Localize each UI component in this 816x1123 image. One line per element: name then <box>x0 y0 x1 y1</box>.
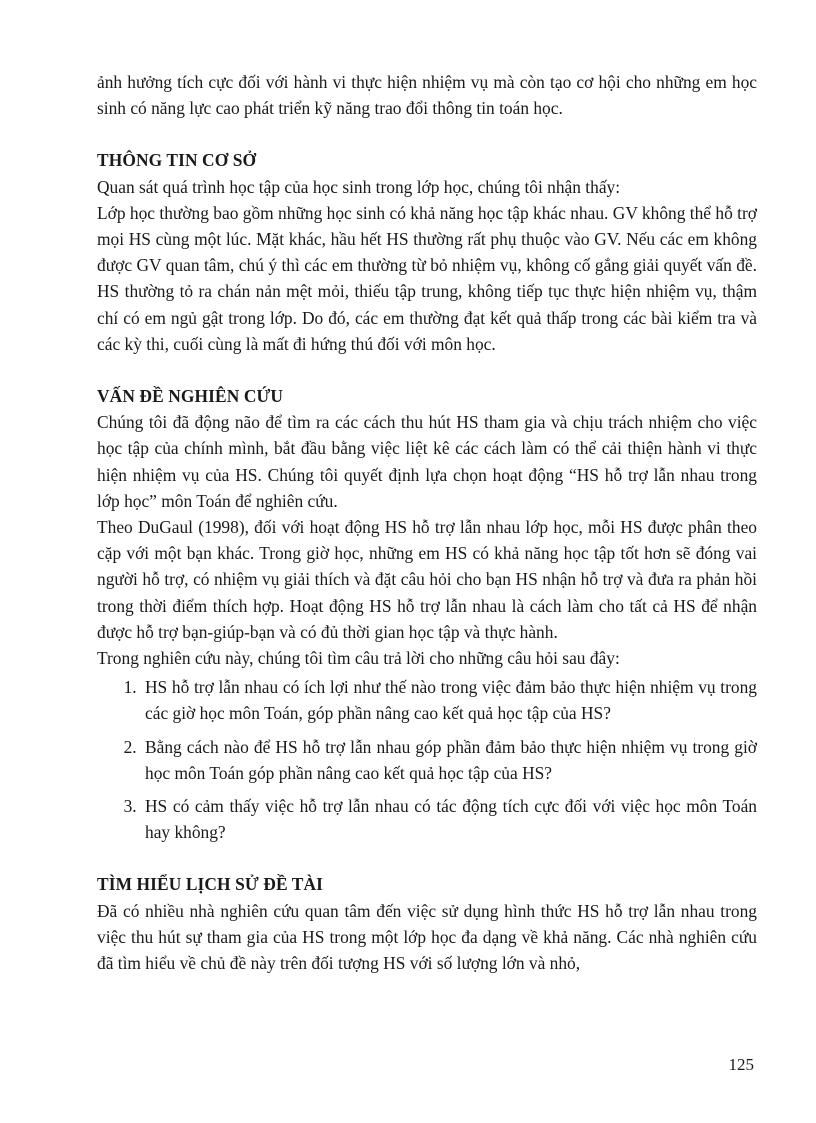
research-question-3: 3. HS có cảm thấy việc hỗ trợ lẫn nhau có tác động tích cực đối với việc học môn Toán hay không? <box>141 793 757 845</box>
history-paragraph-1: Đã có nhiều nhà nghiên cứu quan tâm đến việc sử dụng hình thức HS hỗ trợ lẫn nhau trong việc thu hút sự tham gia của HS trong một lớp học đa dạng về khả năng. Các nhà nghiên cứu đã tìm hiểu về chủ đề này trên đối tượng HS với số lượng lớn và nhỏ, <box>97 900 757 974</box>
research-question-1: 1. HS hỗ trợ lẫn nhau có ích lợi như thế nào trong việc đảm bảo thực hiện nhiệm vụ trong các giờ học môn Toán, góp phần nâng cao kết quả học tập của HS? <box>141 674 757 726</box>
research-paragraph-3: Trong nghiên cứu này, chúng tôi tìm câu trả lời cho những câu hỏi sau đây: <box>97 648 620 669</box>
section-research-problem <box>97 383 757 845</box>
research-question-2: 2. Bằng cách nào để HS hỗ trợ lẫn nhau góp phần đảm bảo thực hiện nhiệm vụ trong giờ học môn Toán góp phần nâng cao kết quả học tập của HS? <box>141 734 757 786</box>
section-background <box>97 147 757 357</box>
research-paragraph-2: Theo DuGaul (1998), đối với hoạt động HS hỗ trợ lẫn nhau lớp học, mỗi HS được phân theo cặp với một bạn khác. Trong giờ học, những em HS có khả năng học tập tốt hơn sẽ đóng vai người hỗ trợ, có nhiệm vụ giải thích và đặt câu hỏi cho bạn HS nhận hỗ trợ và đưa ra phản hồi trong thời điểm thích hợp. Hoạt động HS hỗ trợ lẫn nhau là cách làm cho tất cả HS để nhận được hỗ trợ bạn-giúp-bạn và có đủ thời gian học tập và thực hành. <box>97 517 757 642</box>
section-heading-research-problem: VẤN ĐỀ NGHIÊN CỨU <box>97 386 284 407</box>
background-paragraph-2: Lớp học thường bao gồm những học sinh có khả năng học tập khác nhau. GV không thể hỗ trợ mọi HS cùng một lúc. Mặt khác, hầu hết HS thường rất phụ thuộc vào GV. Nếu các em không được GV quan tâm, chú ý thì các em thường từ bỏ nhiệm vụ, không cố gắng giải quyết vấn đề. HS thường tỏ ra chán nản mệt mỏi, thiếu tập trung, không tiếp tục thực hiện nhiệm vụ, thậm chí có em ngủ gật trong lớp. Do đó, các em thường đạt kết quả thấp trong các bài kiểm tra và các kỳ thi, cuối cùng là mất đi hứng thú đối với môn học. <box>97 202 757 354</box>
section-heading-history: TÌM HIỂU LỊCH SỬ ĐỀ TÀI <box>97 874 324 895</box>
background-paragraph-1: Quan sát quá trình học tập của học sinh trong lớp học, chúng tôi nhận thấy: <box>97 176 621 197</box>
research-questions-list <box>97 674 757 845</box>
section-history <box>97 871 757 976</box>
page-number: 125 <box>728 1055 754 1074</box>
intro-paragraph: ảnh hưởng tích cực đối với hành vi thực hiện nhiệm vụ mà còn tạo cơ hội cho những em học sinh có năng lực cao phát triển kỹ năng trao đổi thông tin toán học. <box>97 72 757 119</box>
research-paragraph-1: Chúng tôi đã động não để tìm ra các cách thu hút HS tham gia và chịu trách nhiệm cho việc học tập của chính mình, bắt đầu bằng việc liệt kê các cách làm có thể cải thiện hành vi thực hiện nhiệm vụ của HS. Chúng tôi quyết định lựa chọn hoạt động “HS hỗ trợ lẫn nhau trong lớp học” môn Toán để nghiên cứu. <box>97 412 757 511</box>
section-heading-background: THÔNG TIN CƠ SỞ <box>97 150 257 171</box>
